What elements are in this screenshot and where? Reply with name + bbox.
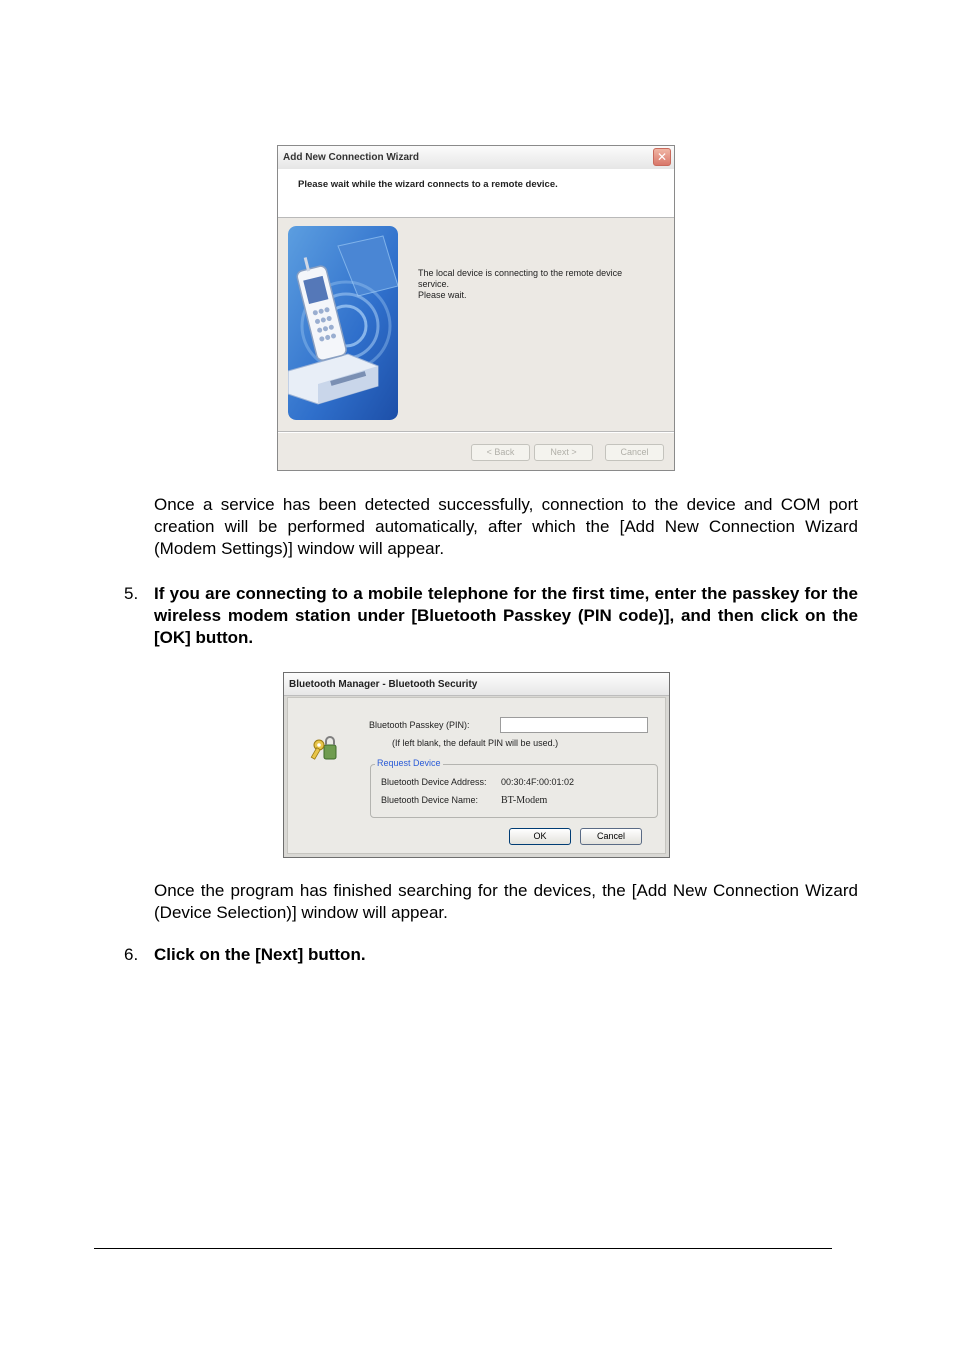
wizard-separator [278, 431, 674, 433]
step-5-number: 5. [124, 584, 139, 603]
request-device-label: Request Device [377, 758, 441, 768]
next-button[interactable]: Next > [534, 444, 593, 461]
device-name-label: Bluetooth Device Name: [381, 795, 479, 805]
passkey-hint: (If left blank, the default PIN will be used.) [392, 738, 559, 748]
paragraph-search-finished: Once the program has finished searching for the devices, the [Add New Connection Wizard (Device Selection)] window will appear. [154, 881, 858, 922]
cancel-button[interactable]: Cancel [580, 828, 642, 845]
key-lock-icon [310, 733, 340, 763]
wizard-dialog [277, 145, 675, 471]
ok-button[interactable]: OK [509, 828, 571, 845]
step-6-number: 6. [124, 945, 139, 964]
request-device-group [370, 758, 658, 818]
passkey-input[interactable] [500, 717, 648, 733]
close-icon[interactable]: ✕ [653, 148, 671, 166]
bt-dialog-title: Bluetooth Manager - Bluetooth Security [289, 679, 478, 690]
step-5-text: If you are connecting to a mobile telephone for the first time, enter the passkey for the wireless modem station under [Bluetooth Passkey (PIN code)], and then click on the [OK] button. [154, 584, 858, 647]
paragraph-service-detected: Once a service has been detected successfully, connection to the device and COM port creation will be performed automatically, after which the [Add New Connection Wizard (Modem Settings)] window will appear. [154, 495, 858, 558]
device-address-value: 00:30:4F:00:01:02 [501, 777, 575, 787]
wizard-title-bar [278, 146, 674, 170]
passkey-label: Bluetooth Passkey (PIN): [369, 720, 470, 730]
wizard-header-text: Please wait while the wizard connects to a remote device. [298, 179, 558, 190]
bt-title-bar [284, 673, 669, 696]
wizard-message-line2: Please wait. [418, 290, 467, 300]
cancel-button[interactable]: Cancel [605, 444, 664, 461]
device-name-value: BT-Modem [501, 795, 548, 806]
device-address-label: Bluetooth Device Address: [381, 777, 487, 787]
step-6-text: Click on the [Next] button. [154, 945, 366, 964]
back-button[interactable]: < Back [471, 444, 530, 461]
phone-modem-icon [288, 226, 398, 420]
wizard-message [418, 268, 638, 301]
wizard-title: Add New Connection Wizard [283, 152, 420, 163]
footer-divider [94, 1248, 832, 1249]
wizard-message-line1: The local device is connecting to the remote device service. [418, 268, 623, 289]
wizard-header [278, 169, 674, 218]
phone-modem-illustration [288, 226, 398, 420]
bluetooth-security-dialog [283, 672, 670, 858]
